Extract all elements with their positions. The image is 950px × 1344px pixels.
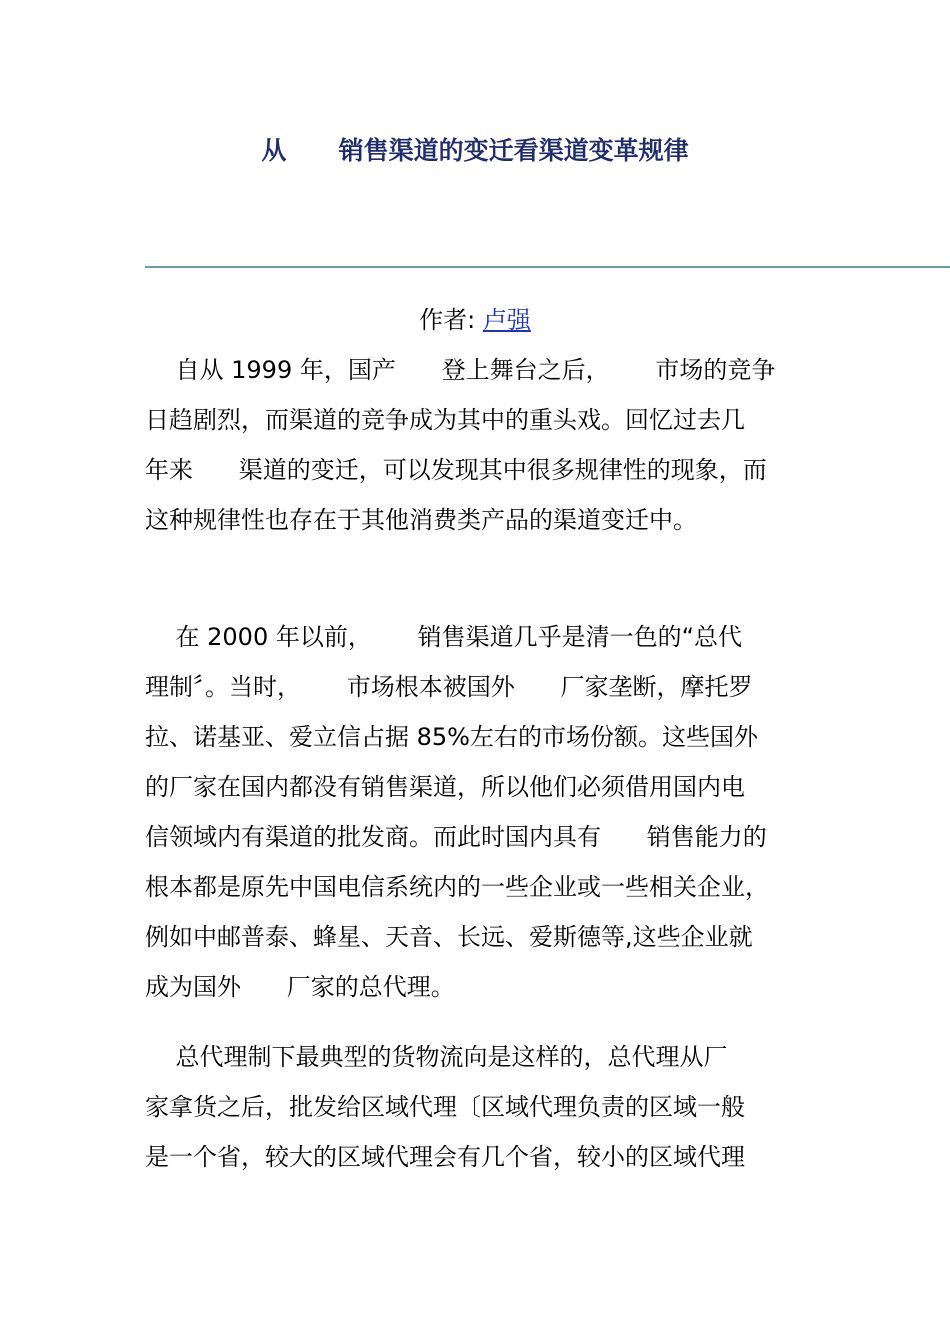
paragraph-line: 理制〞。当时， 市场根本被国外 厂家垄断，摩托罗 bbox=[145, 673, 753, 701]
paragraph-line: 拉、诺基亚、爱立信占据 85%左右的市场份额。这些国外 bbox=[145, 723, 758, 751]
horizontal-rule bbox=[145, 266, 950, 268]
paragraph-line: 成为国外 厂家的总代理。 bbox=[145, 973, 455, 1001]
paragraph-line: 在 2000 年以前， 销售渠道几乎是清一色的“总代 bbox=[145, 623, 743, 651]
author-line bbox=[0, 302, 950, 338]
author-link[interactable]: 卢强 bbox=[482, 306, 531, 334]
paragraph-line: 日趋剧烈，而渠道的竞争成为其中的重头戏。回忆过去几 bbox=[145, 406, 745, 434]
document-title: 从 销售渠道的变迁看渠道变革规律 bbox=[261, 136, 689, 165]
paragraph-line: 自从 1999 年，国产 登上舞台之后， 市场的竞争 bbox=[145, 356, 776, 384]
paragraph-1 bbox=[145, 345, 805, 545]
paragraph-3 bbox=[145, 1032, 805, 1182]
paragraph-line: 例如中邮普泰、蜂星、天音、长远、爱斯德等,这些企业就 bbox=[145, 923, 753, 951]
paragraph-2 bbox=[145, 612, 805, 1012]
paragraph-line: 家拿货之后，批发给区域代理〔区域代理负责的区域一般 bbox=[145, 1093, 745, 1121]
paragraph-line: 的厂家在国内都没有销售渠道，所以他们必须借用国内电 bbox=[145, 773, 745, 801]
paragraph-line: 根本都是原先中国电信系统内的一些企业或一些相关企业， bbox=[145, 873, 769, 901]
author-label: 作者: bbox=[419, 306, 483, 334]
paragraph-line: 总代理制下最典型的货物流向是这样的，总代理从厂 bbox=[145, 1043, 728, 1071]
paragraph-line: 信领域内有渠道的批发商。而此时国内具有 销售能力的 bbox=[145, 823, 767, 851]
paragraph-line: 这种规律性也存在于其他消费类产品的渠道变迁中。 bbox=[145, 506, 697, 534]
paragraph-line: 年来 渠道的变迁，可以发现其中很多规律性的现象，而 bbox=[145, 456, 767, 484]
paragraph-line: 是一个省，较大的区域代理会有几个省，较小的区域代理 bbox=[145, 1143, 745, 1171]
